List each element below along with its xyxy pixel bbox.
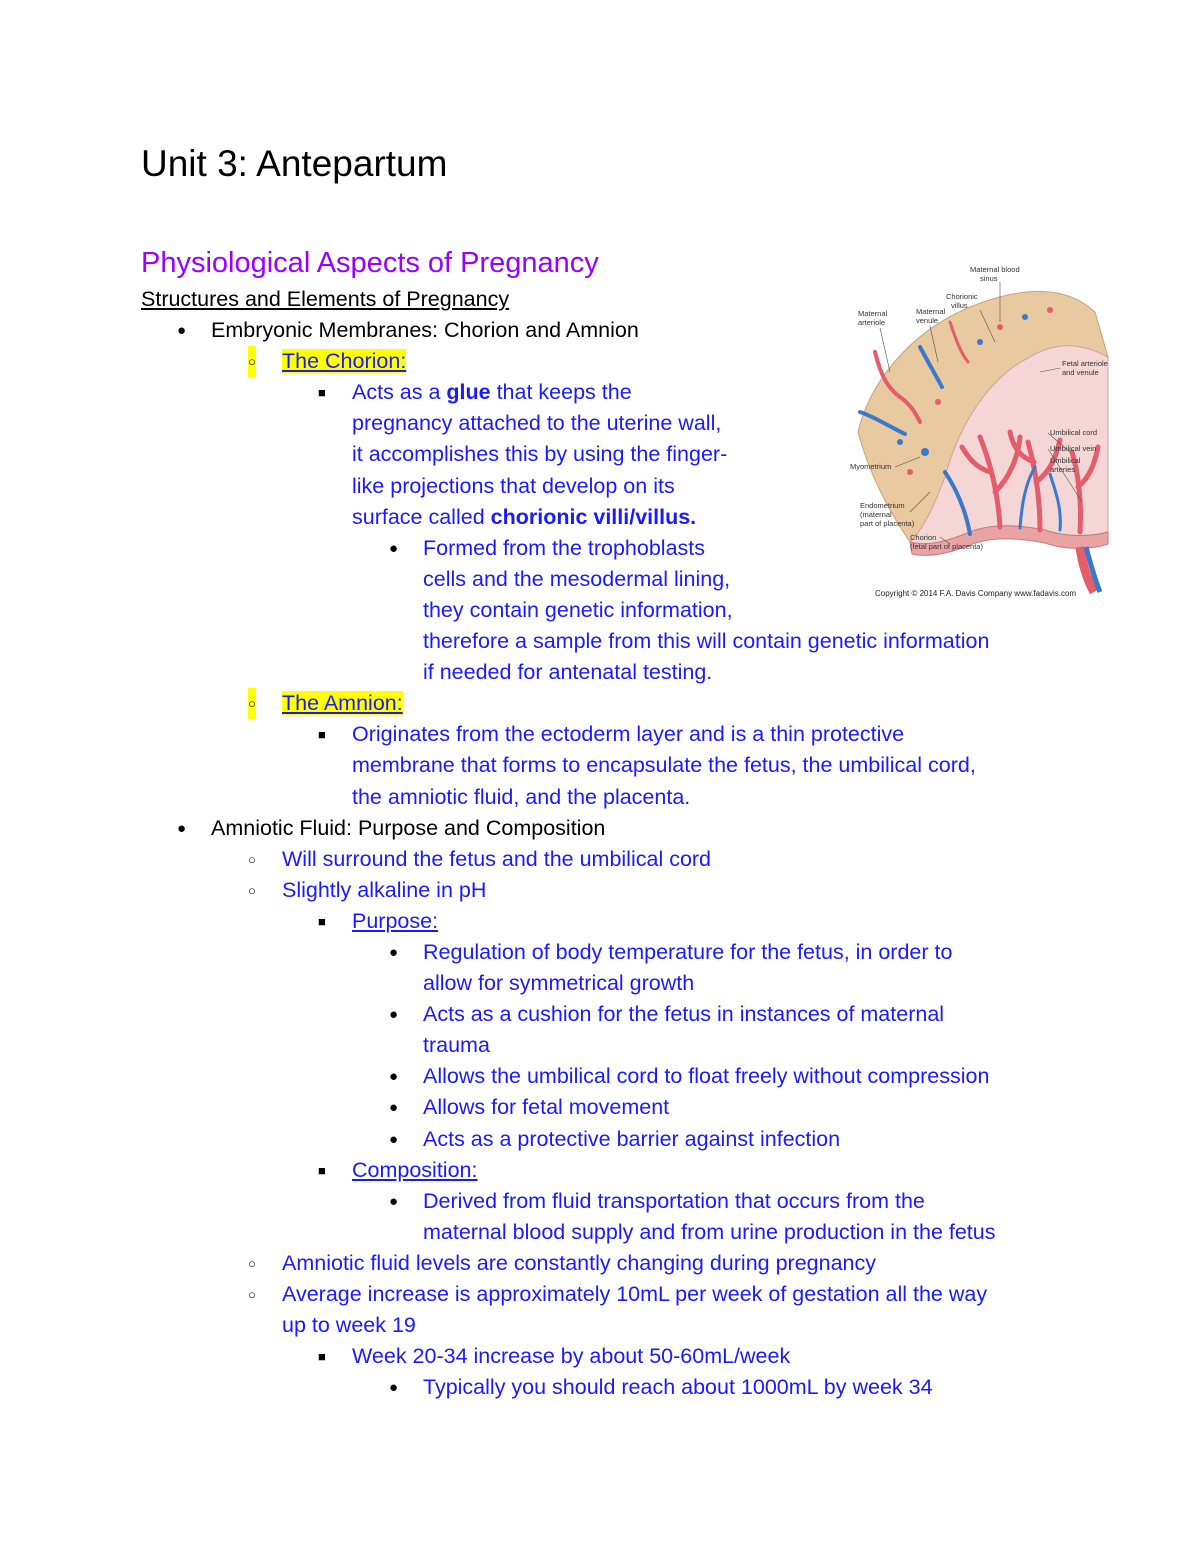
- square-bullet-icon: ■: [318, 727, 326, 743]
- section-title: Physiological Aspects of Pregnancy: [141, 247, 599, 279]
- svg-text:Maternal: Maternal: [858, 309, 888, 318]
- svg-text:Myometrium: Myometrium: [850, 462, 892, 471]
- list-item-surround: ○ Will surround the fetus and the umbilical cord: [141, 844, 1081, 875]
- square-bullet-icon: ■: [318, 1162, 326, 1178]
- page-title: Unit 3: Antepartum: [141, 143, 448, 184]
- list-item-continuation: allow for symmetrical growth: [423, 971, 695, 996]
- subheading: Structures and Elements of Pregnancy: [141, 287, 510, 311]
- svg-text:Umbilical vein: Umbilical vein: [1050, 444, 1097, 453]
- hollow-circle-bullet-icon: ○: [248, 1255, 256, 1271]
- svg-text:(maternal: (maternal: [860, 510, 892, 519]
- list-item-continuation: pregnancy attached to the uterine wall,: [352, 411, 722, 436]
- list-item-purpose: ● Acts as a cushion for the fetus in instances of maternal: [141, 999, 1081, 1030]
- list-item-purpose: ● Acts as a protective barrier against infection: [141, 1124, 1081, 1155]
- square-bullet-icon: ■: [318, 1349, 326, 1365]
- list-item-trophoblasts: ● Formed from the trophoblasts: [141, 533, 1081, 564]
- list-item-composition-heading: ■ Composition:: [141, 1155, 1081, 1186]
- svg-text:Maternal: Maternal: [916, 307, 946, 316]
- filled-circle-bullet-icon: ●: [389, 1068, 399, 1086]
- list-item-continuation: membrane that forms to encapsulate the fetus, the umbilical cord,: [352, 753, 976, 778]
- filled-circle-bullet-icon: ●: [389, 943, 399, 961]
- glue-term: glue: [446, 380, 491, 405]
- list-item-continuation: they contain genetic information,: [423, 597, 733, 622]
- list-item-composition: ● Derived from fluid transportation that occurs from the: [141, 1186, 1081, 1217]
- list-item-levels: ○ Amniotic fluid levels are constantly changing during pregnancy: [141, 1248, 1081, 1279]
- svg-text:Chorionic: Chorionic: [946, 292, 978, 301]
- svg-text:Umbilical: Umbilical: [1050, 456, 1081, 465]
- list-item-amnion: ■ Originates from the ectoderm layer and is a thin protective: [141, 719, 1081, 750]
- svg-text:Chorion: Chorion: [910, 533, 937, 542]
- svg-text:and venule: and venule: [1062, 368, 1099, 377]
- list-item-continuation: trauma: [423, 1033, 490, 1058]
- chorion-heading: The Chorion:: [282, 349, 407, 374]
- square-bullet-icon: ■: [318, 913, 326, 929]
- filled-circle-bullet-icon: ●: [389, 539, 399, 557]
- list-item-continuation: up to week 19: [282, 1313, 416, 1338]
- list-item-continuation: cells and the mesodermal lining,: [423, 566, 731, 591]
- list-item-week-20-34: ■ Week 20-34 increase by about 50-60mL/week: [141, 1341, 1081, 1372]
- filled-circle-bullet-icon: ●: [389, 1379, 399, 1397]
- list-item-chorion-glue: ■ Acts as a glue that keeps the: [141, 377, 1081, 408]
- list-item-continuation: like projections that develop on its: [352, 473, 675, 498]
- filled-circle-bullet-icon: ●: [177, 322, 187, 340]
- svg-text:venule: venule: [916, 316, 939, 325]
- list-item-increase: ○ Average increase is approximately 10mL per week of gestation all the way: [141, 1279, 1081, 1310]
- list-item-reach-1000: ● Typically you should reach about 1000mL by week 34: [141, 1372, 1081, 1403]
- list-item-continuation: the amniotic fluid, and the placenta.: [352, 784, 691, 809]
- list-item-amniotic-fluid: ● Amniotic Fluid: Purpose and Composition: [141, 813, 1081, 844]
- villi-term: chorionic villi/villus.: [490, 504, 697, 529]
- list-item-purpose: ● Regulation of body temperature for the fetus, in order to: [141, 937, 1081, 968]
- list-item-purpose: ● Allows for fetal movement: [141, 1092, 1081, 1123]
- placenta-illustration: [850, 262, 1112, 604]
- list-item-purpose: ● Allows the umbilical cord to float freely without compression: [141, 1061, 1081, 1092]
- svg-text:part of placenta): part of placenta): [860, 519, 915, 528]
- hollow-circle-bullet-icon: ○: [248, 882, 256, 898]
- svg-text:Copyright © 2014 F.A. Davis Co: Copyright © 2014 F.A. Davis Company www.fadavis.com: [875, 589, 1077, 598]
- filled-circle-bullet-icon: ●: [177, 819, 187, 837]
- list-item-continuation: surface called chorionic villi/villus.: [352, 504, 697, 529]
- placenta-diagram-svg: [850, 262, 1112, 604]
- svg-text:sinus: sinus: [980, 274, 998, 283]
- filled-circle-bullet-icon: ●: [389, 1006, 399, 1024]
- svg-text:arteries: arteries: [1050, 465, 1076, 474]
- amnion-heading: The Amnion:: [282, 691, 403, 716]
- filled-circle-bullet-icon: ●: [389, 1192, 399, 1210]
- list-item-amnion-heading: [141, 688, 1081, 719]
- hollow-circle-bullet-icon: ○: [248, 346, 256, 377]
- list-item-purpose-heading: ■ Purpose:: [141, 906, 1081, 937]
- svg-text:arteriole: arteriole: [858, 318, 886, 327]
- svg-text:Endometrium: Endometrium: [860, 501, 905, 510]
- svg-text:Umbilical cord: Umbilical cord: [1050, 428, 1098, 437]
- hollow-circle-bullet-icon: ○: [248, 688, 256, 719]
- svg-text:(fetal part of placenta): (fetal part of placenta): [910, 542, 983, 551]
- list-item-continuation: therefore a sample from this will contain genetic information: [423, 629, 990, 654]
- list-item-continuation: it accomplishes this by using the finger-: [352, 442, 728, 467]
- list-item-ph: ○ Slightly alkaline in pH: [141, 875, 1081, 906]
- list-item-continuation: if needed for antenatal testing.: [423, 660, 713, 685]
- svg-text:Fetal arteriole: Fetal arteriole: [1062, 359, 1108, 368]
- list-item-continuation: maternal blood supply and from urine production in the fetus: [423, 1219, 996, 1244]
- hollow-circle-bullet-icon: ○: [248, 851, 256, 867]
- filled-circle-bullet-icon: ●: [389, 1099, 399, 1117]
- list-item-membranes: ● Embryonic Membranes: Chorion and Amnion: [141, 315, 1081, 346]
- svg-text:Maternal blood: Maternal blood: [970, 265, 1020, 274]
- hollow-circle-bullet-icon: ○: [248, 1287, 256, 1302]
- filled-circle-bullet-icon: ●: [389, 1130, 399, 1148]
- square-bullet-icon: ■: [318, 385, 326, 401]
- svg-text:villus: villus: [951, 301, 968, 310]
